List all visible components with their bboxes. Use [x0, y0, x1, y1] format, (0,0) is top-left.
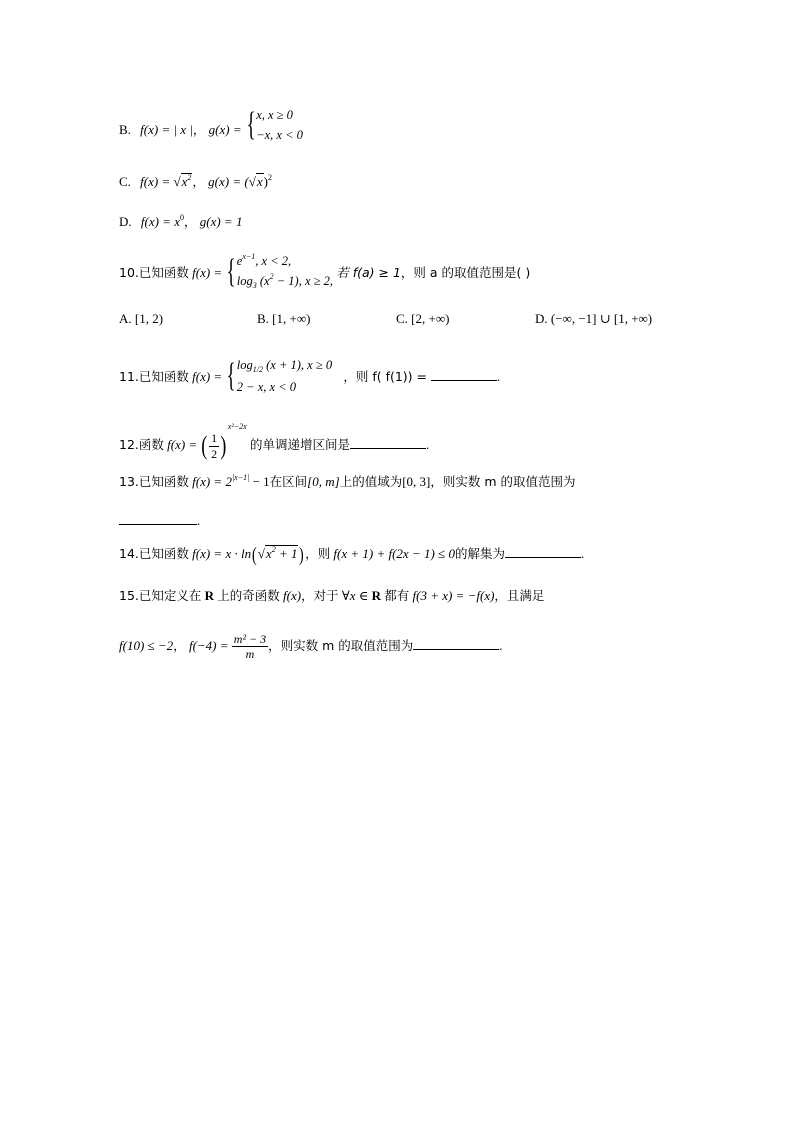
question-text: 都有: [384, 588, 410, 603]
base-e: e: [236, 254, 243, 268]
condition: f(10) ≤ −2: [119, 637, 174, 653]
question-prefix: 13.已知函数: [119, 474, 189, 489]
question-text: 在区间: [269, 474, 308, 489]
condition: f(−4) =: [188, 637, 229, 653]
paren-close: ): [263, 174, 268, 189]
separator: ，: [192, 174, 205, 189]
option-b[interactable]: B. [1, +∞): [257, 311, 311, 326]
function-f: f(x): [283, 588, 302, 603]
answer-blank[interactable]: [505, 545, 581, 558]
fraction: [232, 632, 268, 662]
brace-icon: {: [227, 356, 237, 394]
option-a[interactable]: A. [1, 2): [119, 311, 164, 326]
sqrt-expression: $√x^2$: [173, 173, 192, 189]
exponent: 2: [187, 173, 192, 182]
option-b: [119, 106, 303, 151]
function-f: f(x) =: [167, 437, 198, 452]
paren-close-icon: ): [220, 431, 227, 461]
radicand: x: [256, 174, 263, 189]
question-15: [119, 589, 544, 603]
exponent: 0: [179, 213, 184, 222]
piecewise-cases: [245, 105, 303, 145]
question-13-answer: [119, 512, 200, 527]
option-c: [119, 174, 272, 189]
case-1: [237, 251, 333, 271]
piecewise-cases: [225, 355, 332, 397]
interval: [0, m]: [307, 474, 340, 489]
paren-open-icon: (: [201, 431, 208, 461]
question-12: [119, 423, 429, 461]
case-2: −x, x < 0: [256, 128, 303, 142]
case-condition: − 1), x ≥ 2,: [273, 274, 333, 288]
set-r: R: [204, 588, 215, 603]
case-condition: (x + 1), x ≥ 0: [263, 358, 333, 372]
option-label: C.: [119, 174, 131, 189]
numerator: m² − 3: [233, 632, 267, 646]
exponent: |x−1|: [231, 473, 250, 482]
question-text: ，对于: [301, 588, 339, 603]
numerator: 1: [211, 431, 218, 446]
option-label: D.: [119, 214, 132, 229]
equation: f(3 + x) = −f(x): [412, 588, 495, 603]
log-label: log: [236, 358, 253, 372]
exponent: 2: [271, 545, 276, 554]
option-c[interactable]: C. [2, +∞): [396, 311, 450, 326]
case-condition: , x < 2,: [255, 254, 292, 268]
paren-open-icon: (: [252, 544, 257, 567]
range: [0, 3]: [402, 474, 431, 489]
inequality: f(x + 1) + f(2x − 1) ≤ 0: [333, 546, 455, 561]
answer-blank[interactable]: [413, 637, 499, 650]
question-prefix: 14.已知函数: [119, 546, 189, 561]
question-text: 的单调递增区间是: [249, 437, 350, 452]
case-1: x, x ≥ 0: [256, 108, 293, 122]
denominator: m: [245, 647, 255, 662]
question-prefix: 12.函数: [119, 437, 164, 452]
function-f: f(x) = x · ln: [192, 546, 252, 561]
forall-expression: ∀x ∈: [341, 588, 369, 603]
function-g: g(x) = (: [208, 174, 249, 189]
separator: ，: [183, 214, 197, 229]
exponent: x²−2x: [227, 422, 247, 431]
question-prefix: 15.已知定义在: [119, 588, 202, 603]
question-15-continued: [119, 632, 503, 662]
question-text: ，则实数 m 的取值范围为: [430, 474, 576, 489]
function-f: f(x) = x: [140, 214, 180, 229]
question-text: ，则: [305, 546, 331, 561]
radicand-tail: + 1: [275, 546, 298, 561]
option-d: [119, 214, 242, 229]
function-f: f(x) = | x |: [140, 121, 193, 137]
sqrt-expression: √x: [248, 174, 263, 189]
function-g: g(x) =: [208, 121, 242, 137]
separator: ，: [173, 637, 186, 653]
question-text: ，则实数 m 的取值范围为: [268, 637, 414, 653]
question-text: 的解集为: [454, 546, 505, 561]
exponent: 2: [269, 272, 274, 281]
case-2: [237, 271, 333, 293]
period: .: [499, 637, 503, 653]
question-prefix: 11.已知函数: [119, 368, 189, 384]
question-11: [119, 357, 500, 399]
set-r: R: [371, 588, 381, 603]
radicand: x: [181, 174, 188, 189]
period: .: [496, 368, 501, 384]
answer-blank[interactable]: [431, 368, 497, 381]
condition: 若 f(a) ≥ 1: [336, 264, 401, 280]
question-text: ，且满足: [494, 588, 545, 603]
log-base: 3: [252, 281, 257, 290]
question-text: ，则 f( f(1)) =: [343, 368, 431, 384]
question-text: 上的值域为: [339, 474, 403, 489]
period: .: [580, 546, 585, 561]
exponent: 2: [267, 173, 272, 182]
question-10-options: [119, 312, 679, 328]
question-10: [119, 253, 530, 295]
sqrt-expression: $√x^2 + 1$: [257, 545, 298, 561]
question-14: [119, 545, 584, 565]
period: .: [425, 437, 430, 452]
option-label: B.: [119, 121, 131, 137]
function-f: f(x) =: [192, 264, 223, 280]
log-label: log: [236, 274, 253, 288]
question-prefix: 10.已知函数: [119, 264, 189, 280]
brace-icon: {: [227, 252, 237, 290]
function-f: f(x) =: [140, 174, 171, 189]
function-g: g(x) = 1: [199, 214, 243, 229]
log-argument: (x: [259, 274, 270, 288]
period: .: [197, 513, 201, 528]
case-2: 2 − x, x < 0: [236, 379, 296, 394]
option-d[interactable]: D. (−∞, −1] ∪ [1, +∞): [535, 311, 653, 326]
radicand: x: [265, 546, 272, 561]
question-13: [119, 474, 576, 489]
brace-icon: {: [246, 106, 256, 143]
function-f: f(x) =: [192, 368, 223, 384]
paren-close-icon: ): [299, 544, 305, 567]
piecewise-cases: [225, 251, 333, 293]
function-tail: − 1: [249, 474, 270, 489]
function-f: f(x) = 2: [192, 474, 232, 489]
question-text: 上的奇函数: [217, 588, 280, 603]
separator: ，: [192, 121, 206, 137]
denominator: 2: [211, 446, 218, 461]
fraction: [209, 431, 219, 461]
answer-blank[interactable]: [350, 436, 426, 449]
answer-blank[interactable]: [119, 512, 197, 525]
exponent: x−1: [242, 252, 256, 261]
log-base: 1/2: [252, 365, 263, 374]
case-1: [237, 355, 332, 377]
question-text: ，则 a 的取值范围是( ): [400, 264, 531, 280]
